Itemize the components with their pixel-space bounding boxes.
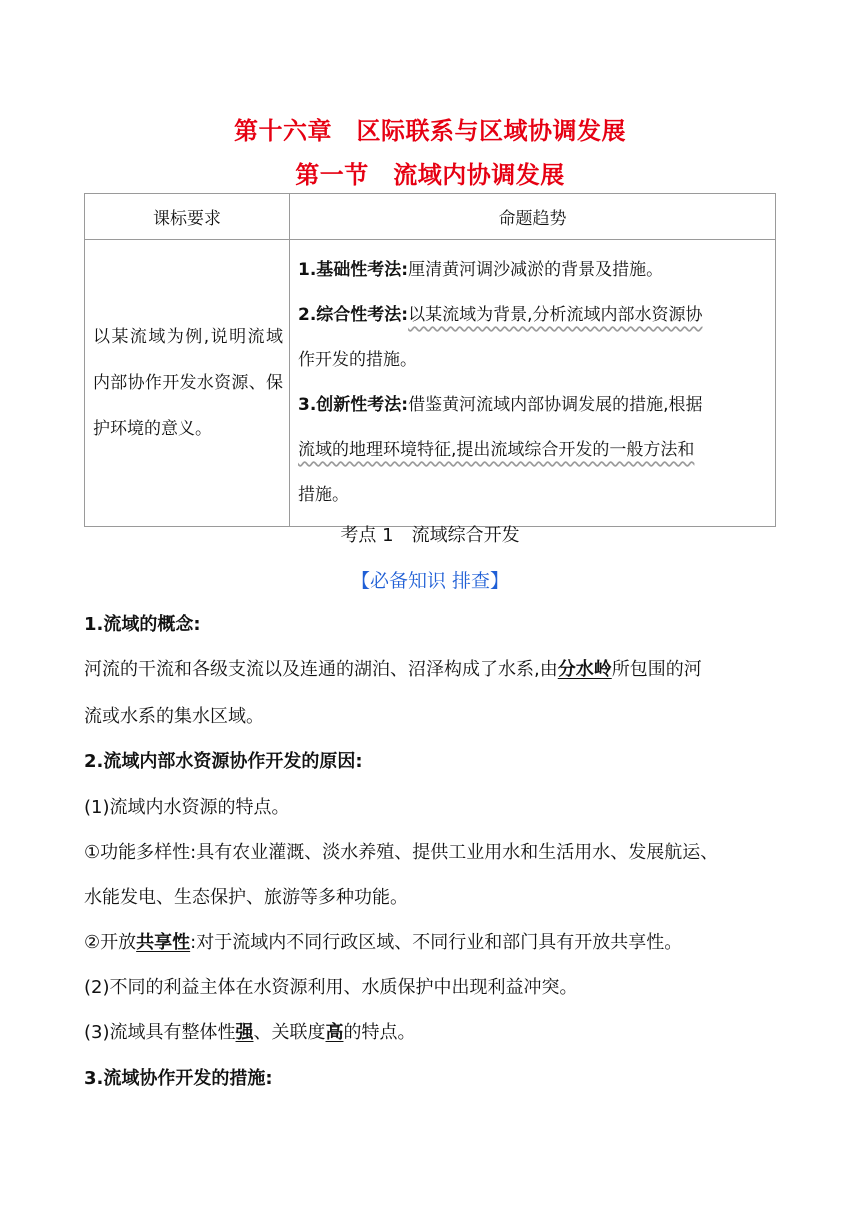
exam-point-heading: 考点 1 流域综合开发 bbox=[340, 525, 520, 546]
trend-cell bbox=[290, 240, 776, 527]
key-term: 共享性 bbox=[136, 932, 191, 953]
section-title: 第一节 流域内协调发展 bbox=[295, 161, 565, 189]
trend-text-continued: 流域的地理环境特征,提出流域综合开发的一般方法和 bbox=[298, 440, 695, 460]
paragraph-line bbox=[84, 928, 784, 954]
paragraph-line: 水能发电、生态保护、旅游等多种功能。 bbox=[84, 887, 408, 908]
chapter-title: 第十六章 区际联系与区域协调发展 bbox=[234, 117, 626, 145]
trend-text: 借鉴黄河流域内部协调发展的措施,根据 bbox=[408, 395, 703, 415]
curriculum-table bbox=[84, 193, 776, 527]
text-span: 、关联度 bbox=[253, 1022, 326, 1043]
text-span: (3)流域具有整体性 bbox=[84, 1022, 236, 1043]
trend-text: 以某流域为背景,分析流域内部水资源协 bbox=[408, 305, 703, 325]
paragraph-line bbox=[84, 1018, 784, 1044]
table-header-trend: 命题趋势 bbox=[290, 194, 776, 240]
trend-text-continued: 作开发的措施。 bbox=[298, 350, 417, 370]
paragraph-line bbox=[84, 655, 784, 681]
heading-cooperation-measures: 3.流域协作开发的措施: bbox=[84, 1068, 273, 1089]
trend-text-continued: 措施。 bbox=[298, 485, 349, 505]
paragraph-line: (2)不同的利益主体在水资源利用、水质保护中出现利益冲突。 bbox=[84, 977, 578, 998]
table-header-row bbox=[85, 194, 776, 240]
knowledge-review-heading: 【必备知识 排查】 bbox=[350, 570, 510, 592]
trend-item-3 bbox=[298, 383, 767, 428]
key-term: 分水岭 bbox=[557, 659, 612, 680]
text-span: 的特点。 bbox=[343, 1022, 416, 1043]
key-term: 强 bbox=[235, 1022, 254, 1043]
text-span: ②开放 bbox=[84, 932, 137, 953]
trend-label: 1.基础性考法: bbox=[298, 260, 409, 280]
standard-requirement-text: 以某流域为例,说明流域内部协作开发水资源、保护环境的意义。 bbox=[85, 240, 290, 527]
paragraph-line: (1)流域内水资源的特点。 bbox=[84, 797, 290, 818]
text-span: 所包围的河 bbox=[611, 659, 702, 680]
trend-item-1 bbox=[298, 248, 767, 293]
key-term: 高 bbox=[325, 1022, 344, 1043]
table-row bbox=[85, 240, 776, 527]
heading-cooperation-reasons: 2.流域内部水资源协作开发的原因: bbox=[84, 751, 363, 772]
text-span: 河流的干流和各级支流以及连通的湖泊、沼泽构成了水系,由 bbox=[84, 659, 558, 680]
trend-text: 厘清黄河调沙减淤的背景及措施。 bbox=[408, 260, 664, 280]
trend-label: 3.创新性考法: bbox=[298, 395, 409, 415]
trend-item-2 bbox=[298, 293, 767, 338]
trend-label: 2.综合性考法: bbox=[298, 305, 409, 325]
table-header-standard: 课标要求 bbox=[85, 194, 290, 240]
text-span: :对于流域内不同行政区域、不同行业和部门具有开放共享性。 bbox=[190, 932, 683, 953]
paragraph-line: 流或水系的集水区域。 bbox=[84, 706, 264, 727]
heading-basin-concept: 1.流域的概念: bbox=[84, 614, 201, 635]
paragraph-line: ①功能多样性:具有农业灌溉、淡水养殖、提供工业用水和生活用水、发展航运、 bbox=[84, 842, 719, 863]
